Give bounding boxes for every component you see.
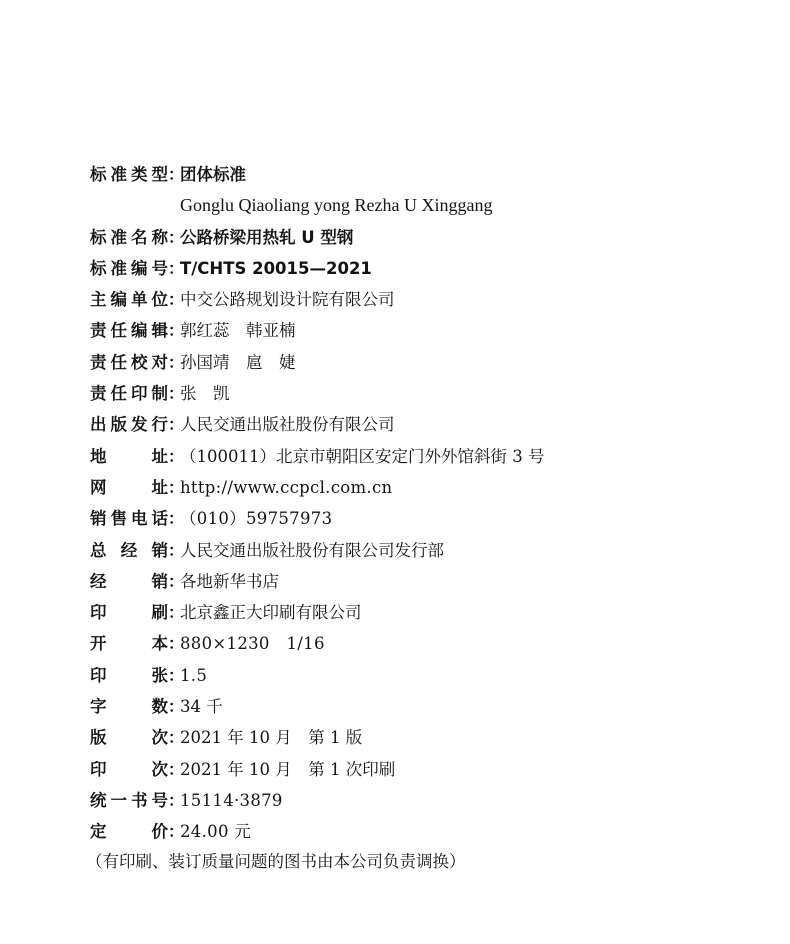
record-label: 出版发行 [90, 415, 168, 435]
record-label: 销售电话 [90, 509, 168, 529]
record-colon: ： [168, 509, 185, 529]
record-label: 总 经 销 [90, 540, 168, 560]
record-value: 1.5 [180, 665, 208, 685]
record-colon: ： [168, 697, 185, 717]
record-row-printed-sheets [90, 660, 770, 691]
record-label: 网 址 [90, 477, 168, 497]
record-label: 统一书号 [90, 790, 168, 810]
record-value: （100011）北京市朝阳区安定门外外馆斜街 3 号 [180, 446, 545, 466]
record-label: 责任编辑 [90, 321, 168, 341]
record-row-word-count [90, 691, 770, 722]
record-label: 印 刷 [90, 603, 168, 623]
record-row-edition [90, 722, 770, 753]
record-row-printer [90, 597, 770, 628]
record-colon: ： [168, 634, 185, 654]
record-value: http://www.ccpcl.com.cn [180, 477, 393, 497]
record-value: 15114·3879 [180, 790, 283, 810]
record-colon: ： [168, 384, 185, 404]
record-label: 标准类型 [90, 165, 168, 184]
record-value: T/CHTS 20015—2021 [180, 258, 372, 278]
record-colon: ： [168, 165, 185, 184]
record-value: 2021 年 10 月 第 1 次印刷 [180, 759, 396, 779]
record-row-print-supervisor [90, 378, 770, 409]
record-colon: ： [168, 477, 185, 497]
record-colon: ： [168, 321, 185, 341]
record-colon: ： [168, 352, 185, 372]
record-label: 经 销 [90, 571, 168, 591]
record-colon: ： [168, 571, 185, 591]
record-label: 开 本 [90, 634, 168, 654]
publication-record [90, 159, 770, 848]
record-value: 中交公路规划设计院有限公司 [180, 290, 395, 310]
record-label: 标准名称 [90, 227, 168, 247]
record-row-address [90, 441, 770, 472]
standard-title-pinyin: Gonglu Qiaoliang yong Rezha U Xinggang [180, 195, 493, 216]
record-label: 标准编号 [90, 258, 168, 278]
record-row-publisher [90, 409, 770, 440]
record-colon: ： [168, 540, 185, 560]
record-row-website [90, 472, 770, 503]
record-label: 主编单位 [90, 290, 168, 310]
record-row-responsible-editor [90, 315, 770, 346]
record-colon: ： [168, 790, 185, 810]
record-row-sales-phone [90, 503, 770, 534]
record-value: 880×1230 1/16 [180, 634, 325, 654]
record-row-proofreader [90, 347, 770, 378]
record-label: 地 址 [90, 446, 168, 466]
record-value: 24.00 元 [180, 822, 252, 842]
record-value: 孙国靖 扈 婕 [180, 352, 296, 372]
quality-guarantee-note: （有印刷、装订质量问题的图书由本公司负责调换） [86, 852, 466, 871]
record-value: 人民交通出版社股份有限公司发行部 [180, 540, 444, 560]
record-colon: ： [168, 665, 185, 685]
record-value: 张 凯 [180, 384, 230, 404]
record-label: 定 价 [90, 822, 168, 842]
record-colon: ： [168, 415, 185, 435]
record-row-standard-name [90, 222, 770, 253]
record-colon: ： [168, 227, 185, 247]
record-label: 版 次 [90, 728, 168, 748]
record-colon: ： [168, 446, 185, 466]
record-value: 各地新华书店 [180, 571, 279, 591]
record-row-impression [90, 754, 770, 785]
record-value: 34 千 [180, 697, 223, 717]
record-row-format [90, 628, 770, 659]
record-row-price [90, 816, 770, 847]
record-value: 北京鑫正大印刷有限公司 [180, 603, 362, 623]
record-row-chief-editor-unit [90, 284, 770, 315]
record-colon: ： [168, 258, 185, 278]
record-label: 字 数 [90, 697, 168, 717]
record-colon: ： [168, 728, 185, 748]
record-row-standard-type [90, 159, 770, 190]
record-row-standard-number [90, 253, 770, 284]
record-colon: ： [168, 603, 185, 623]
record-row-distributor [90, 566, 770, 597]
record-value: 公路桥梁用热轧 U 型钢 [180, 227, 354, 247]
record-value: 团体标准 [180, 165, 246, 184]
record-value: （010）59757973 [180, 509, 333, 529]
record-colon: ： [168, 759, 185, 779]
record-colon: ： [168, 290, 185, 310]
record-row-general-distributor [90, 535, 770, 566]
record-colon: ： [168, 822, 185, 842]
record-row-book-number [90, 785, 770, 816]
record-label: 印 张 [90, 665, 168, 685]
record-label: 印 次 [90, 759, 168, 779]
record-label: 责任校对 [90, 352, 168, 372]
record-value: 2021 年 10 月 第 1 版 [180, 728, 363, 748]
record-label: 责任印制 [90, 384, 168, 404]
record-value: 郭红蕊 韩亚楠 [180, 321, 296, 341]
record-value: 人民交通出版社股份有限公司 [180, 415, 395, 435]
